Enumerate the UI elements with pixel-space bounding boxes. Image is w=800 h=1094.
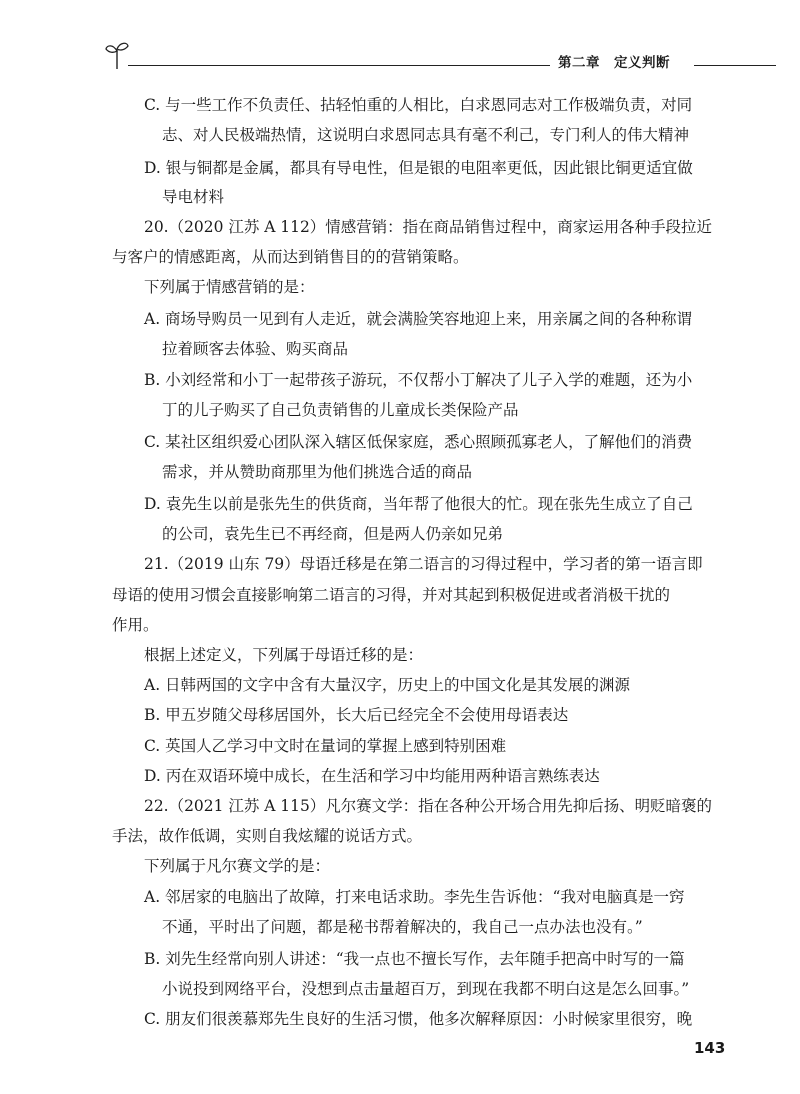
header-rule-left [128,65,550,66]
option-line: 小说投到网络平台，没想到点击量超百万，到现在我都不明白这是怎么回事。” [162,980,690,998]
option-line: B. 甲五岁随父母移居国外，长大后已经完全不会使用母语表达 [144,706,569,724]
question-stem: 21.（2019 山东 79）母语迁移是在第二语言的习得过程中，学习者的第一语言即 [144,555,703,573]
question-stem: 20.（2020 江苏 A 112）情感营销：指在商品销售过程中，商家运用各种手段拉近 [144,218,712,236]
option-line: C. 与一些工作不负责任、拈轻怕重的人相比，白求恩同志对工作极端负责，对同 [144,96,693,114]
option-line: C. 朋友们很羡慕郑先生良好的生活习惯，他多次解释原因：小时候家里很穷，晚 [144,1010,693,1028]
option-line: 拉着顾客去体验、购买商品 [162,340,349,358]
option-line: 志、对人民极端热情，这说明白求恩同志具有毫不利己，专门利人的伟大精神 [162,126,690,144]
chapter-title: 第二章 定义判断 [558,55,670,71]
option-line: B. 刘先生经常向别人讲述：“我一点也不擅长写作，去年随手把高中时写的一篇 [144,950,685,968]
option-line: A. 商场导购员一见到有人走近，就会满脸笑容地迎上来，用亲属之间的各种称谓 [144,310,693,328]
question-prompt: 下列属于情感营销的是： [144,278,315,296]
question-stem: 母语的使用习惯会直接影响第二语言的习得，并对其起到积极促进或者消极干扰的 [112,586,671,604]
option-line: D. 袁先生以前是张先生的供货商，当年帮了他很大的忙。现在张先生成立了自己 [144,495,693,513]
option-line: B. 小刘经常和小丁一起带孩子游玩，不仅帮小丁解决了儿子入学的难题，还为小 [144,371,693,389]
question-stem: 作用。 [112,616,159,634]
option-line: A. 日韩两国的文字中含有大量汉字，历史上的中国文化是其发展的渊源 [144,676,631,694]
question-stem: 手法，故作低调，实则自我炫耀的说话方式。 [112,827,423,845]
option-line: D. 丙在双语环境中成长，在生活和学习中均能用两种语言熟练表达 [144,767,600,785]
question-stem: 22.（2021 江苏 A 115）凡尔赛文学：指在各种公开场合用先抑后扬、明贬暗褒的 [144,797,712,815]
option-line: 导电材料 [162,188,225,206]
question-prompt: 根据上述定义，下列属于母语迁移的是： [144,646,424,664]
option-line: 的公司，袁先生已不再经商，但是两人仍亲如兄弟 [162,525,504,543]
question-prompt: 下列属于凡尔赛文学的是： [144,857,331,875]
option-line: D. 银与铜都是金属，都具有导电性，但是银的电阻率更低，因此银比铜更适宜做 [144,159,693,177]
option-line: 不通，平时出了问题，都是秘书帮着解决的，我自己一点办法也没有。” [162,918,643,936]
option-line: A. 邻居家的电脑出了故障，打来电话求助。李先生告诉他：“我对电脑真是一窍 [144,888,685,906]
option-line: 丁的儿子购买了自己负责销售的儿童成长类保险产品 [162,401,519,419]
question-stem: 与客户的情感距离，从而达到销售目的的营销策略。 [112,248,469,266]
option-line: C. 英国人乙学习中文时在量词的掌握上感到特别困难 [144,737,507,755]
option-line: C. 某社区组织爱心团队深入辖区低保家庭，悉心照顾孤寡老人，了解他们的消费 [144,433,693,451]
header-rule-right [694,65,776,66]
running-header [0,38,800,78]
page-number: 143 [694,1039,726,1057]
sprout-icon [104,40,130,70]
option-line: 需求，并从赞助商那里为他们挑选合适的商品 [162,463,473,481]
